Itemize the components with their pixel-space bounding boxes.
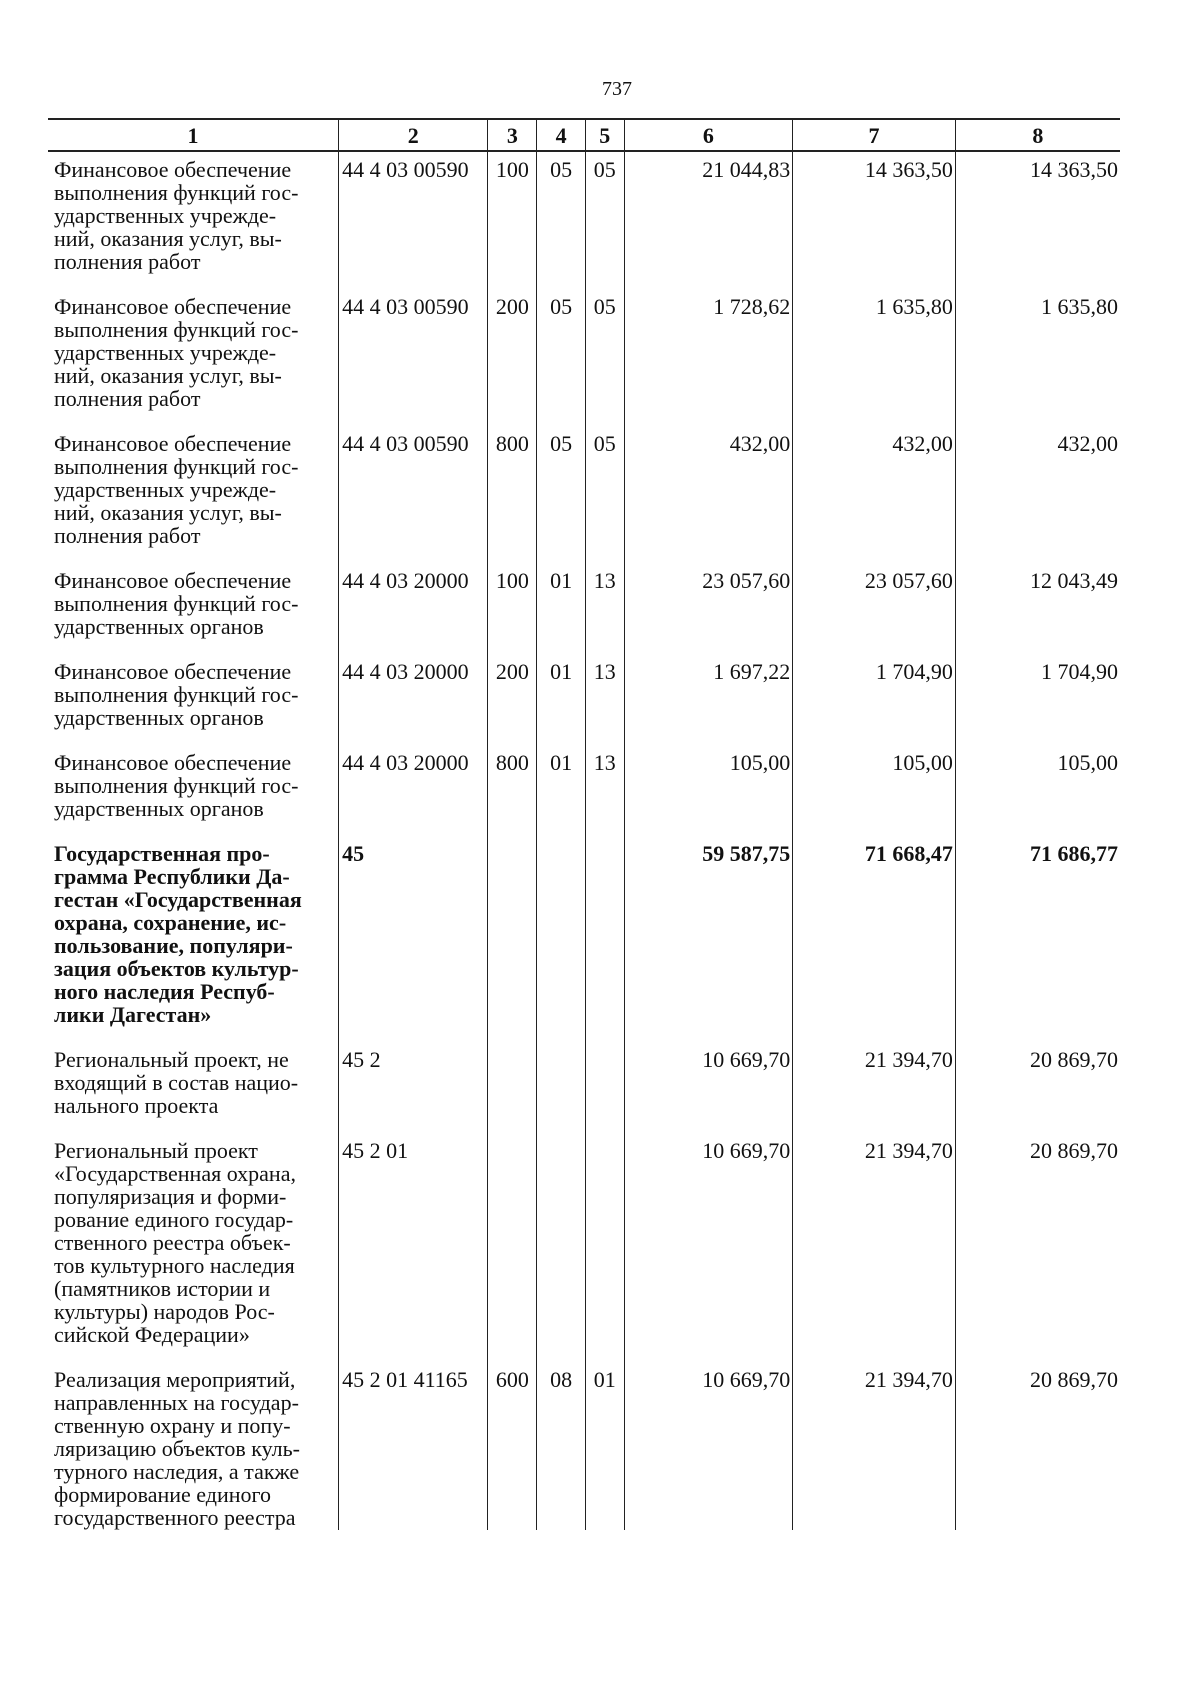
section-cell: 05	[537, 432, 586, 569]
subsection-cell: 13	[585, 569, 624, 660]
subsection-cell: 01	[585, 1368, 624, 1530]
column-header: 7	[793, 119, 956, 151]
row-name-line: выполнения функций гос-	[54, 773, 299, 798]
row-name-line: (памятников истории и	[54, 1276, 271, 1301]
row-name-line: выполнения функций гос-	[54, 317, 299, 342]
column-header: 1	[48, 119, 339, 151]
table-header-row	[48, 119, 1120, 151]
row-name-line: полнения работ	[54, 386, 201, 411]
row-name-line: грамма Республики Да-	[54, 864, 290, 889]
section-cell: 01	[537, 751, 586, 842]
row-name-line: ляризацию объектов куль-	[54, 1436, 300, 1461]
value-col7-cell: 71 668,47	[793, 842, 956, 1048]
value-col8-cell: 20 869,70	[955, 1048, 1120, 1139]
code-cell: 44 4 03 00590	[339, 151, 488, 295]
row-name-line: Реализация мероприятий,	[54, 1367, 296, 1392]
code-cell: 44 4 03 20000	[339, 569, 488, 660]
expense-type-cell	[488, 1048, 537, 1139]
page-number: 737	[602, 78, 632, 100]
row-name-line: Финансовое обеспечение	[54, 750, 292, 775]
code-cell: 44 4 03 20000	[339, 751, 488, 842]
expense-type-cell: 800	[488, 751, 537, 842]
table-row	[48, 842, 1120, 1048]
row-name-cell	[48, 569, 339, 660]
row-name-line: формирование единого	[54, 1482, 271, 1507]
row-name-line: турного наследия, а также	[54, 1459, 300, 1484]
row-name-line: Финансовое обеспечение	[54, 431, 292, 456]
expense-type-cell: 600	[488, 1368, 537, 1530]
subsection-cell: 05	[585, 432, 624, 569]
table-row	[48, 1048, 1120, 1139]
row-name-line: культуры) народов Рос-	[54, 1299, 275, 1324]
table-row	[48, 1368, 1120, 1530]
table-row	[48, 569, 1120, 660]
subsection-cell	[585, 1048, 624, 1139]
column-header: 2	[339, 119, 488, 151]
row-name-line: ударственных органов	[54, 796, 264, 821]
row-name-line: Финансовое обеспечение	[54, 659, 292, 684]
row-name-line: ственного реестра объек-	[54, 1230, 291, 1255]
column-header: 5	[585, 119, 624, 151]
expense-type-cell	[488, 842, 537, 1048]
expense-type-cell: 800	[488, 432, 537, 569]
row-name-line: Региональный проект	[54, 1138, 258, 1163]
section-cell: 08	[537, 1368, 586, 1530]
row-name-line: выполнения функций гос-	[54, 591, 299, 616]
row-name-line: Финансовое обеспечение	[54, 568, 292, 593]
row-name-line: полнения работ	[54, 523, 201, 548]
row-name-cell	[48, 842, 339, 1048]
column-header: 8	[955, 119, 1120, 151]
row-name-line: ударственных органов	[54, 614, 264, 639]
code-cell: 45 2	[339, 1048, 488, 1139]
table-row	[48, 151, 1120, 295]
row-name-line: ний, оказания услуг, вы-	[54, 363, 282, 388]
value-col8-cell: 1 635,80	[955, 295, 1120, 432]
section-cell	[537, 842, 586, 1048]
code-cell: 44 4 03 20000	[339, 660, 488, 751]
code-cell: 45 2 01	[339, 1139, 488, 1368]
row-name-line: ний, оказания услуг, вы-	[54, 226, 282, 251]
subsection-cell	[585, 842, 624, 1048]
value-col6-cell: 432,00	[624, 432, 793, 569]
code-cell: 45	[339, 842, 488, 1048]
row-name-line: гестан «Государственная	[54, 887, 302, 912]
row-name-line: полнения работ	[54, 249, 201, 274]
row-name-line: ударственных учрежде-	[54, 203, 277, 228]
value-col7-cell: 23 057,60	[793, 569, 956, 660]
value-col7-cell: 21 394,70	[793, 1048, 956, 1139]
row-name-line: тов культурного наследия	[54, 1253, 295, 1278]
value-col7-cell: 21 394,70	[793, 1368, 956, 1530]
row-name-line: нального проекта	[54, 1093, 219, 1118]
table-row	[48, 295, 1120, 432]
row-name-line: входящий в состав нацио-	[54, 1070, 299, 1095]
section-cell: 01	[537, 660, 586, 751]
row-name-line: Финансовое обеспечение	[54, 294, 292, 319]
row-name-line: выполнения функций гос-	[54, 454, 299, 479]
row-name-cell	[48, 660, 339, 751]
row-name-line: ударственных органов	[54, 705, 264, 730]
column-header: 6	[624, 119, 793, 151]
row-name-line: сийской Федерации»	[54, 1322, 250, 1347]
table-row	[48, 1139, 1120, 1368]
value-col6-cell: 59 587,75	[624, 842, 793, 1048]
value-col7-cell: 432,00	[793, 432, 956, 569]
row-name-line: государственного реестра	[54, 1505, 296, 1530]
value-col7-cell: 14 363,50	[793, 151, 956, 295]
row-name-cell	[48, 1048, 339, 1139]
row-name-line: ственную охрану и попу-	[54, 1413, 291, 1438]
expense-type-cell	[488, 1139, 537, 1368]
table-row	[48, 660, 1120, 751]
value-col8-cell: 14 363,50	[955, 151, 1120, 295]
value-col8-cell: 20 869,70	[955, 1368, 1120, 1530]
value-col6-cell: 1 728,62	[624, 295, 793, 432]
row-name-line: ударственных учрежде-	[54, 477, 277, 502]
expense-type-cell: 100	[488, 569, 537, 660]
value-col8-cell: 71 686,77	[955, 842, 1120, 1048]
value-col8-cell: 105,00	[955, 751, 1120, 842]
row-name-line: ного наследия Респуб-	[54, 979, 275, 1004]
subsection-cell: 05	[585, 151, 624, 295]
row-name-line: зация объектов культур-	[54, 956, 299, 981]
row-name-cell	[48, 432, 339, 569]
row-name-line: Региональный проект, не	[54, 1047, 289, 1072]
section-cell	[537, 1139, 586, 1368]
row-name-line: ний, оказания услуг, вы-	[54, 500, 282, 525]
value-col7-cell: 21 394,70	[793, 1139, 956, 1368]
code-cell: 44 4 03 00590	[339, 432, 488, 569]
value-col8-cell: 20 869,70	[955, 1139, 1120, 1368]
table-row	[48, 751, 1120, 842]
row-name-cell	[48, 1139, 339, 1368]
budget-table	[48, 118, 1120, 1530]
row-name-cell	[48, 751, 339, 842]
code-cell: 44 4 03 00590	[339, 295, 488, 432]
value-col6-cell: 21 044,83	[624, 151, 793, 295]
value-col7-cell: 1 635,80	[793, 295, 956, 432]
value-col6-cell: 10 669,70	[624, 1048, 793, 1139]
row-name-cell	[48, 295, 339, 432]
value-col6-cell: 23 057,60	[624, 569, 793, 660]
subsection-cell: 05	[585, 295, 624, 432]
row-name-line: направленных на государ-	[54, 1390, 299, 1415]
subsection-cell: 13	[585, 660, 624, 751]
value-col6-cell: 10 669,70	[624, 1139, 793, 1368]
subsection-cell: 13	[585, 751, 624, 842]
row-name-line: Государственная про-	[54, 841, 270, 866]
column-header: 4	[537, 119, 586, 151]
row-name-cell	[48, 1368, 339, 1530]
table-row	[48, 432, 1120, 569]
row-name-line: популяризация и форми-	[54, 1184, 287, 1209]
value-col6-cell: 1 697,22	[624, 660, 793, 751]
row-name-line: ударственных учрежде-	[54, 340, 277, 365]
row-name-line: лики Дагестан»	[54, 1002, 212, 1027]
row-name-line: пользование, популяри-	[54, 933, 293, 958]
row-name-line: охрана, сохранение, ис-	[54, 910, 287, 935]
subsection-cell	[585, 1139, 624, 1368]
value-col7-cell: 105,00	[793, 751, 956, 842]
row-name-line: выполнения функций гос-	[54, 180, 299, 205]
table-body	[48, 151, 1120, 1530]
column-header: 3	[488, 119, 537, 151]
value-col8-cell: 12 043,49	[955, 569, 1120, 660]
expense-type-cell: 200	[488, 295, 537, 432]
expense-type-cell: 200	[488, 660, 537, 751]
row-name-line: выполнения функций гос-	[54, 682, 299, 707]
value-col7-cell: 1 704,90	[793, 660, 956, 751]
value-col6-cell: 105,00	[624, 751, 793, 842]
value-col6-cell: 10 669,70	[624, 1368, 793, 1530]
code-cell: 45 2 01 41165	[339, 1368, 488, 1530]
expense-type-cell: 100	[488, 151, 537, 295]
value-col8-cell: 1 704,90	[955, 660, 1120, 751]
row-name-line: рование единого государ-	[54, 1207, 294, 1232]
section-cell: 01	[537, 569, 586, 660]
value-col8-cell: 432,00	[955, 432, 1120, 569]
section-cell: 05	[537, 151, 586, 295]
row-name-line: «Государственная охрана,	[54, 1161, 296, 1186]
section-cell: 05	[537, 295, 586, 432]
row-name-line: Финансовое обеспечение	[54, 157, 292, 182]
section-cell	[537, 1048, 586, 1139]
row-name-cell	[48, 151, 339, 295]
